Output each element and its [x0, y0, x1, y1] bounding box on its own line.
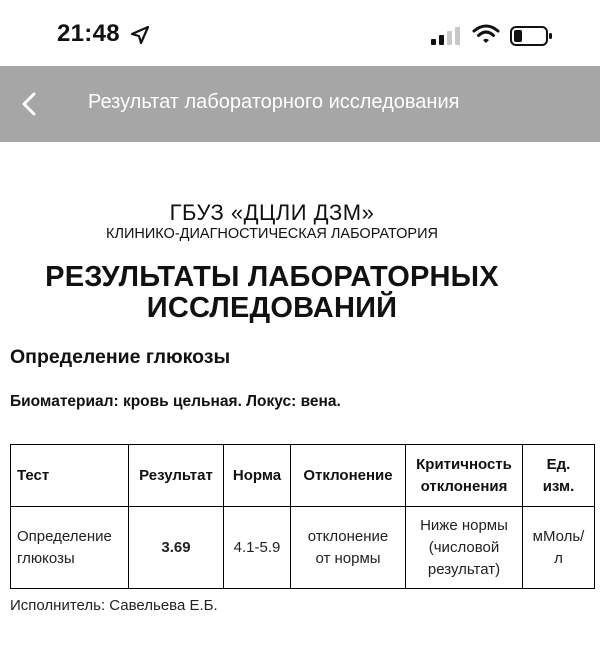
cell-result: 3.69 — [129, 507, 224, 589]
page-title: Результат лабораторного исследования — [88, 91, 460, 113]
chevron-left-icon[interactable] — [14, 88, 46, 120]
cell-unit-line1: мМоль/ — [532, 527, 585, 545]
header-unit-line2: изм. — [542, 477, 575, 495]
cell-deviation-line2: от нормы — [315, 549, 381, 567]
section-title: Определение глюкозы — [10, 346, 231, 368]
cell-test-line2: глюкозы — [17, 549, 75, 567]
org-subtitle: КЛИНИКО-ДИАГНОСТИЧЕСКАЯ ЛАБОРАТОРИЯ — [106, 226, 438, 242]
location-arrow-icon — [130, 25, 150, 45]
cell-norm: 4.1-5.9 — [224, 507, 291, 589]
cell-deviation — [291, 507, 406, 589]
document-title-line1: РЕЗУЛЬТАТЫ ЛАБОРАТОРНЫХ — [45, 261, 499, 293]
cell-criticality-line2: (числовой — [428, 538, 500, 556]
document-title — [0, 262, 572, 324]
wifi-icon — [472, 23, 500, 45]
cell-unit — [523, 507, 595, 589]
header-unit — [523, 445, 595, 507]
cell-deviation-line1: отклонение — [307, 527, 389, 545]
battery-icon — [510, 25, 554, 47]
cellular-signal-icon — [430, 26, 464, 46]
cell-criticality — [406, 507, 523, 589]
cell-test — [11, 507, 129, 589]
document-title-line2: ИССЛЕДОВАНИЙ — [146, 292, 398, 324]
table-header-row — [11, 445, 595, 507]
header-unit-line1: Ед. — [546, 455, 571, 473]
cell-criticality-line1: Ниже нормы — [420, 516, 508, 534]
cell-criticality-line3: результат) — [427, 560, 501, 578]
header-criticality-line2: отклонения — [420, 477, 508, 495]
cell-unit-line2: л — [554, 549, 563, 567]
results-table — [10, 444, 595, 589]
table-row — [11, 507, 595, 589]
executor-info: Исполнитель: Савельева Е.Б. — [10, 597, 218, 614]
nav-bar — [0, 66, 600, 142]
header-deviation: Отклонение — [291, 445, 406, 507]
biomaterial-info: Биоматериал: кровь цельная. Локус: вена. — [10, 393, 341, 410]
header-result: Результат — [129, 445, 224, 507]
header-criticality-line1: Критичность — [416, 455, 512, 473]
status-bar — [0, 0, 600, 66]
org-name: ГБУЗ «ДЦЛИ ДЗМ» — [169, 200, 375, 225]
header-criticality — [406, 445, 523, 507]
cell-test-line1: Определение — [17, 527, 112, 545]
header-norm: Норма — [224, 445, 291, 507]
status-time: 21:48 — [57, 20, 120, 47]
header-test: Тест — [11, 445, 129, 507]
